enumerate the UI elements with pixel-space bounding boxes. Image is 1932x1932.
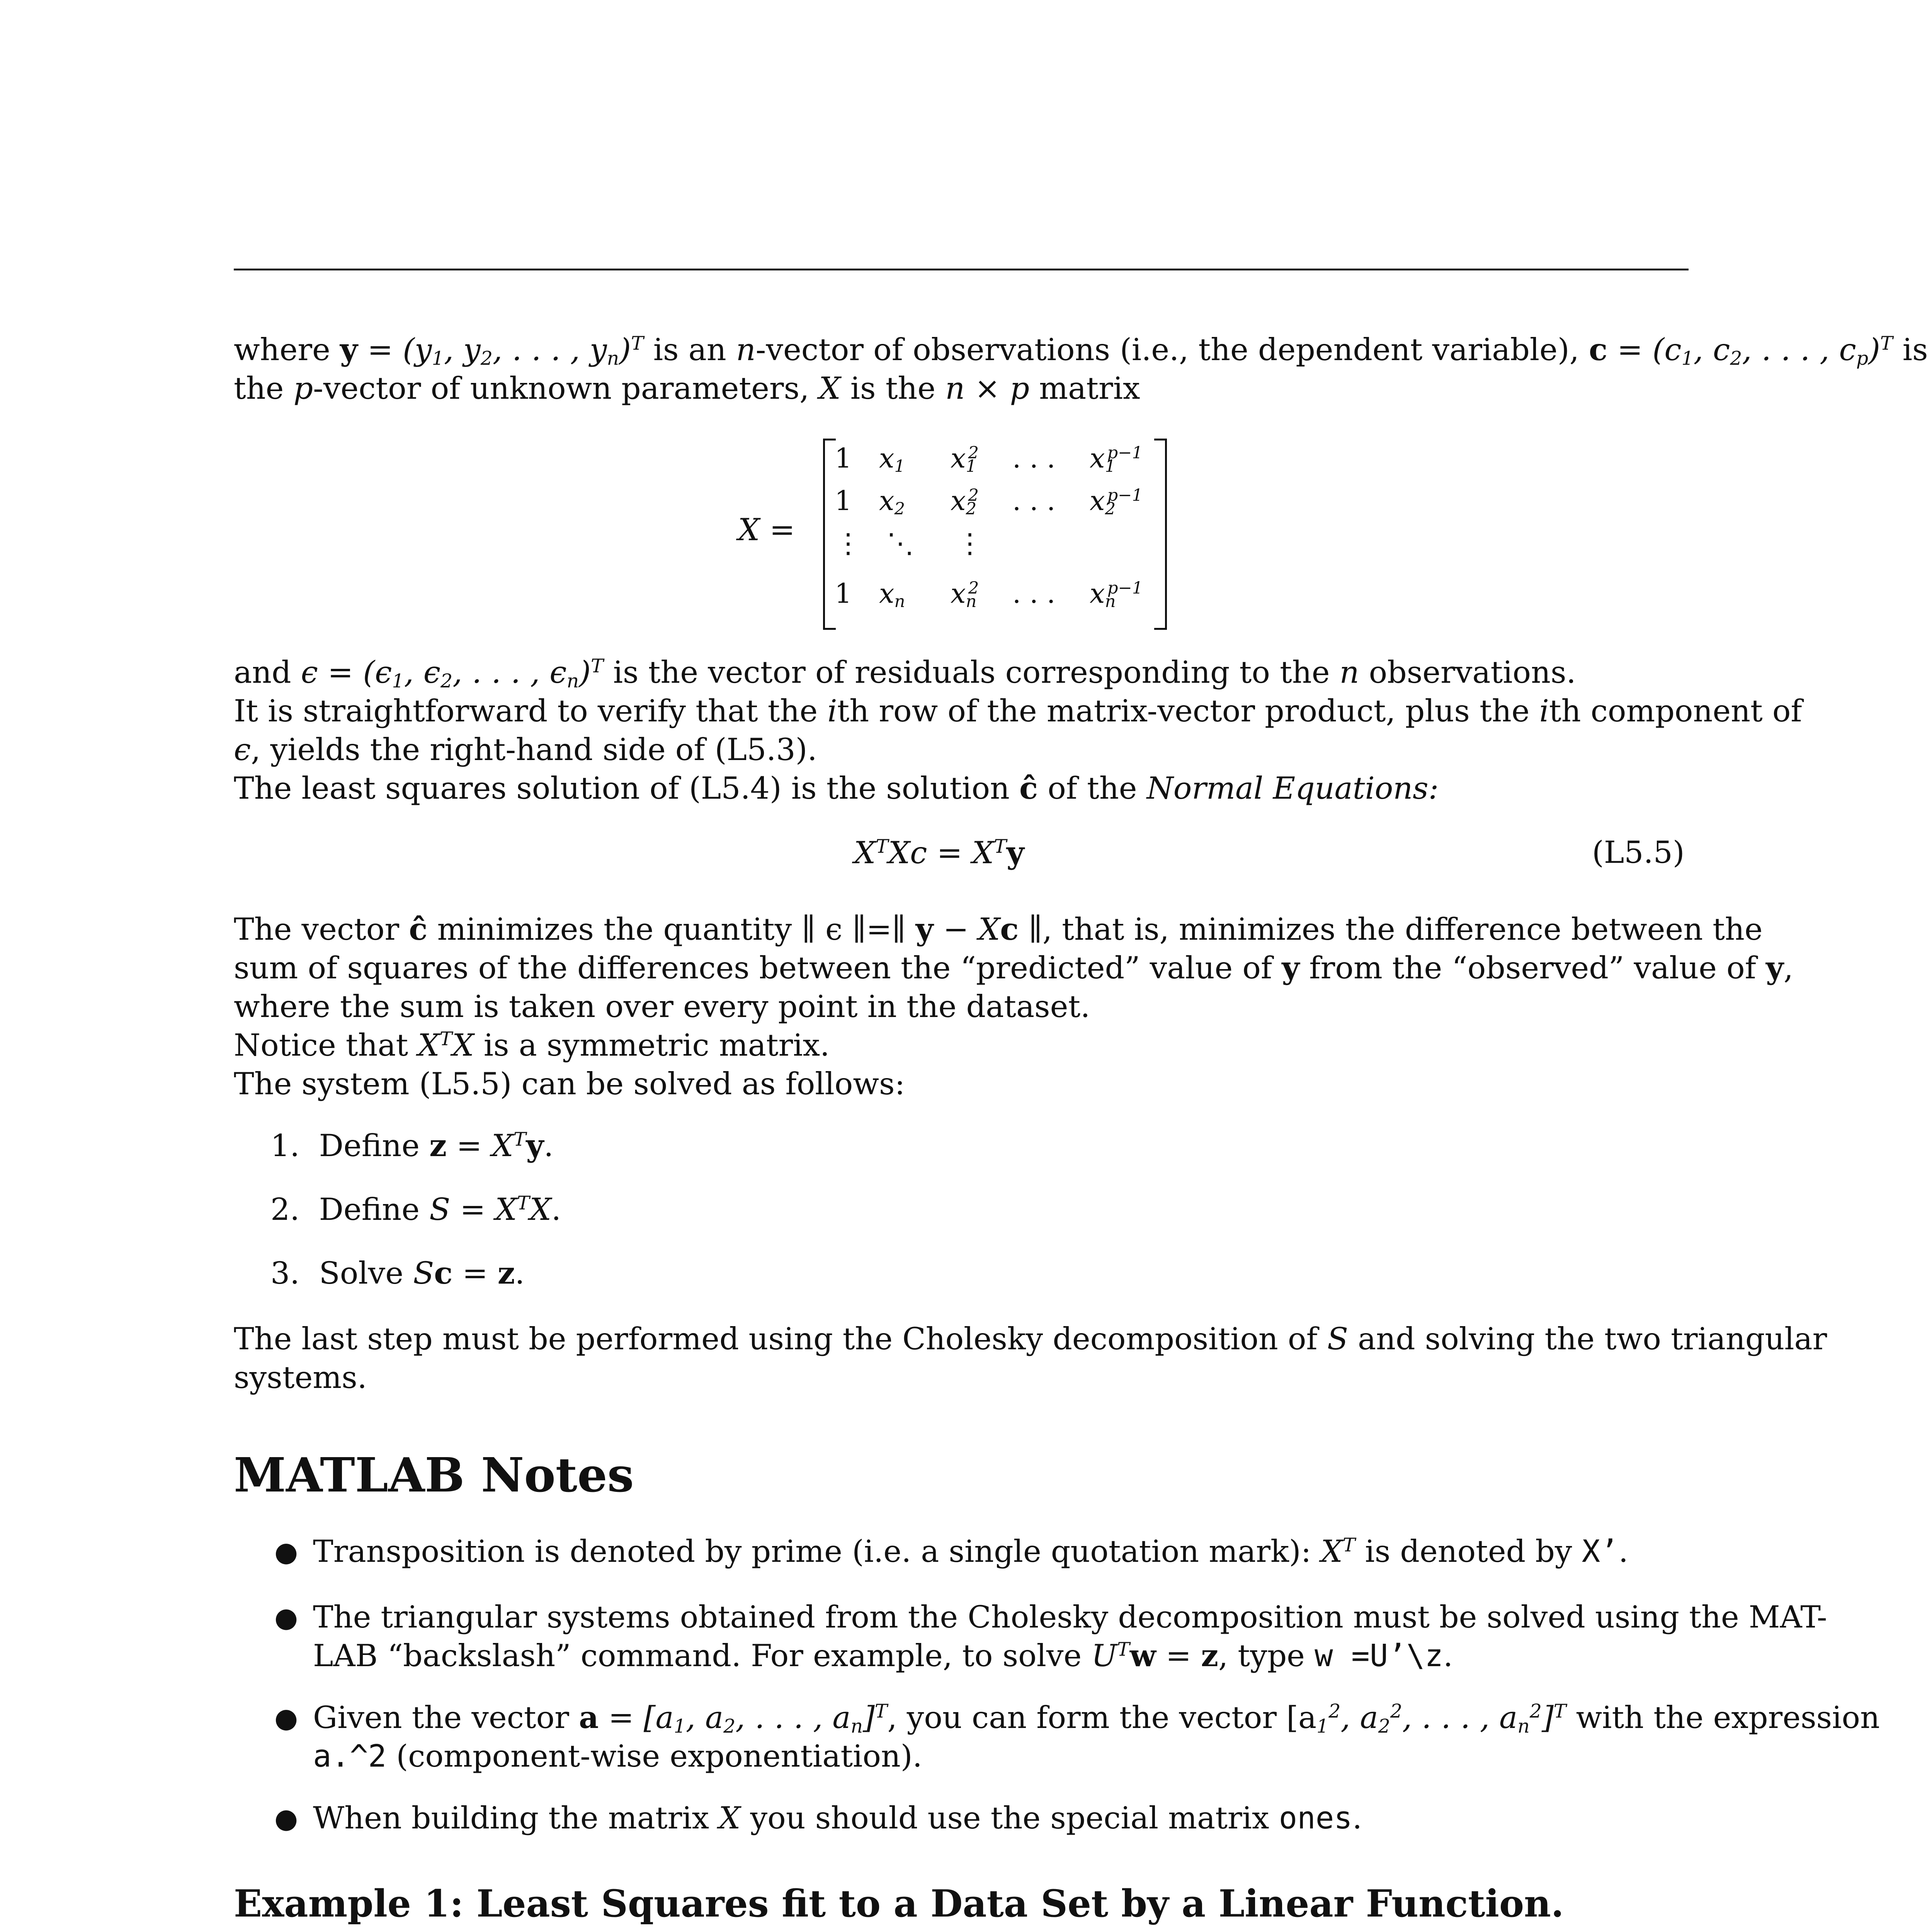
verify-line-2: ϵ, yields the right-hand side of (L5.3). — [234, 732, 817, 767]
bullet-icon: ● — [274, 1702, 298, 1734]
matrix-cell: . . . — [1012, 578, 1056, 609]
residual-line: and $\epsilon = (\epsilon_1$, $\epsilon_2$, . . . , $\epsilon_n)^T$ is the vector of residuals corresponding to the n observations. — [234, 655, 1576, 692]
step-1: 1. Define $z = X^Ty$. — [270, 1128, 554, 1163]
matrix-cell: ⋮ — [835, 527, 862, 559]
matlab-note-4: When building the matrix X you should use the special matrix ones. — [313, 1800, 1362, 1836]
step-3: 3. Solve Sc = z. — [270, 1255, 525, 1291]
minimize-line-2: sum of squares of the differences between the “predicted” value of y from the “observed” value of y, — [234, 950, 1794, 986]
matrix-cell: . . . — [1012, 485, 1056, 517]
matrix-left-bracket — [823, 439, 836, 630]
matrix-cell: . . . — [1012, 442, 1056, 474]
matlab-note-3-line-1: Given the vector $a = [a_1$, $a_2$, . . . , $a_n]^T$, you can form the vector [$a_1^2$, $a_2^2$, . . . , $a_n^2]^T$ with the expression — [313, 1699, 1880, 1738]
matrix-cell: $x_n^2$ — [951, 578, 979, 611]
intro-line-2: the p-vector of unknown parameters, X is the n × p matrix — [234, 371, 1140, 406]
solve-intro: The system (L5.5) can be solved as follows: — [234, 1066, 905, 1102]
matrix-cell: $x_2^{p-1}$ — [1090, 485, 1143, 519]
matrix-cell: ⋮ — [956, 527, 983, 559]
matrix-cell: 1 — [835, 485, 852, 517]
matrix-cell: $x_2$ — [879, 485, 905, 519]
matrix-cell: 1 — [835, 442, 852, 474]
normal-equations-intro: The least squares solution of (L5.4) is the solution ĉ of the Normal Equations: — [234, 770, 1439, 806]
design-matrix — [823, 439, 1167, 626]
bullet-icon: ● — [274, 1536, 298, 1568]
matrix-cell: $x_1^{p-1}$ — [1090, 442, 1143, 476]
matlab-note-1: Transposition is denoted by prime (i.e. a single quotation mark): $X^T$ is denoted by X’. — [313, 1534, 1628, 1569]
matlab-note-2-line-2: LAB “backslash” command. For example, to solve $U^Tw = z$, type w =U’\z. — [313, 1638, 1453, 1673]
step-2: 2. Define $S = X^TX$. — [270, 1192, 561, 1227]
matrix-right-bracket — [1154, 439, 1167, 630]
matrix-label: X = — [738, 512, 795, 548]
matrix-cell: 1 — [835, 578, 852, 609]
header-rule — [234, 269, 1689, 270]
matrix-cell: $x_1^2$ — [951, 442, 979, 476]
equation-number: (L5.5) — [1592, 835, 1685, 870]
matrix-cell: $x_n$ — [879, 578, 905, 611]
minimize-line-1: The vector ĉ minimizes the quantity ∥ ϵ ∥=∥ y − Xc ∥, that is, minimizes the difference between the — [234, 911, 1763, 947]
cholesky-line-2: systems. — [234, 1360, 367, 1395]
intro-line-1: where $y = (y_1$, $y_2$, . . . , $y_n)^T$ is an n-vector of observations (i.e., the dependent variable), $c = (c_1$, $c_2$, . . . , $c_p)^T$ is — [234, 332, 1928, 370]
matlab-notes-title: MATLAB Notes — [234, 1447, 634, 1503]
matlab-note-3-line-2: a.^2 (component-wise exponentiation). — [313, 1738, 922, 1774]
symmetric-note: Notice that $X^TX$ is a symmetric matrix. — [234, 1027, 830, 1063]
bullet-icon: ● — [274, 1602, 298, 1633]
matrix-cell: $x_1$ — [879, 442, 905, 476]
bullet-icon: ● — [274, 1803, 298, 1834]
matrix-cell: $x_n^{p-1}$ — [1090, 578, 1143, 611]
matrix-cell: $x_2^2$ — [951, 485, 979, 519]
matrix-cell: ⋱ — [887, 527, 914, 559]
normal-equation: $X^TXc = X^Ty$ — [854, 835, 1024, 871]
minimize-line-3: where the sum is taken over every point in the dataset. — [234, 989, 1090, 1024]
matlab-note-2-line-1: The triangular systems obtained from the Cholesky decomposition must be solved using the MAT- — [313, 1599, 1827, 1635]
example-title: Example 1: Least Squares fit to a Data Set by a Linear Function. — [234, 1882, 1564, 1925]
verify-line-1: It is straightforward to verify that the ith row of the matrix-vector product, plus the ith component of — [234, 693, 1802, 729]
cholesky-line-1: The last step must be performed using the Cholesky decomposition of S and solving the two triangular — [234, 1321, 1827, 1357]
